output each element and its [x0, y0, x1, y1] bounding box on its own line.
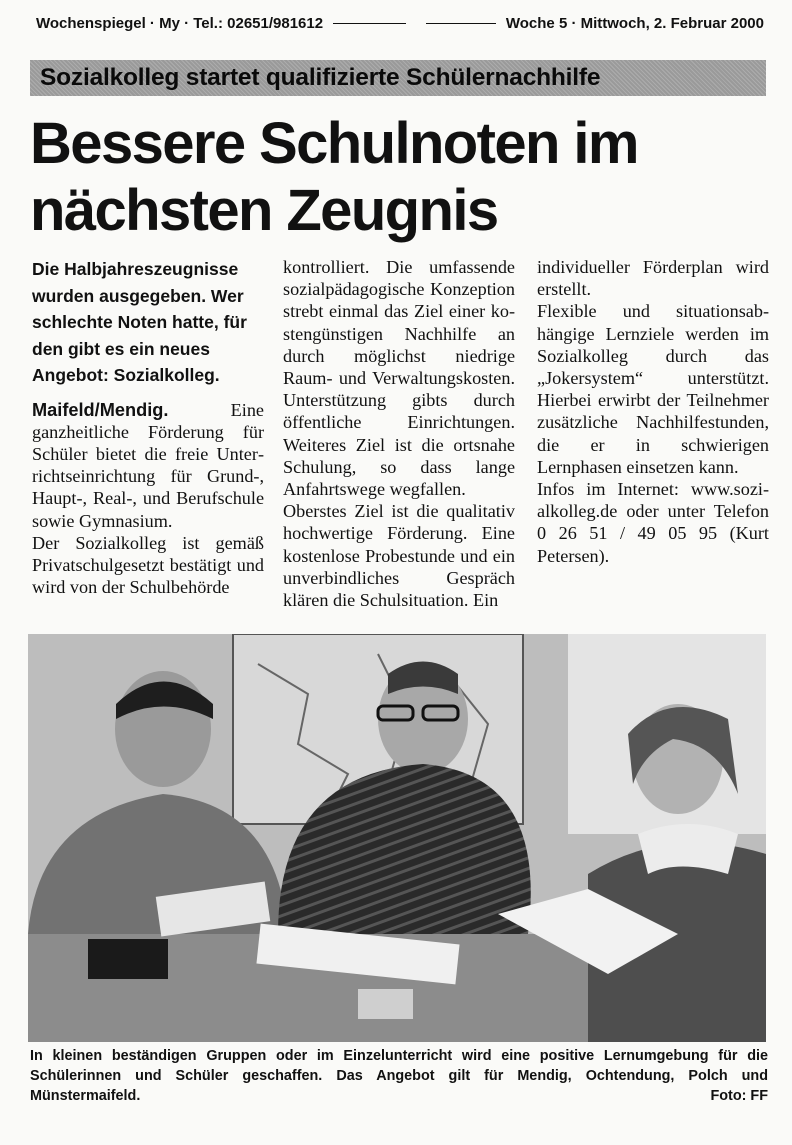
body-paragraph-2: Der Sozialkolleg ist gemäß Privatschulgesetzt bestätigt und wird von der Schulbehörde	[32, 532, 264, 598]
photo-credit: Foto: FF	[710, 1088, 768, 1104]
masthead-rule	[426, 23, 496, 24]
article-photo	[28, 634, 766, 1042]
masthead	[36, 12, 764, 34]
photo-illustration	[28, 634, 766, 1042]
masthead-rule	[333, 23, 406, 24]
article-column-1	[32, 256, 264, 598]
photo-caption	[30, 1046, 768, 1106]
article-column-3	[537, 256, 769, 567]
lead-paragraph: Die Halbjahreszeugnisse wurden ausgegeben. Wer schlechte Noten hatte, für den gibt es ein neues Angebot: Sozialkolleg.	[32, 259, 247, 385]
body-paragraph-5: Infos im Internet: www.sozialkolleg.de oder unter Telefon 0 26 51 / 49 05 95 (Kurt Petersen).	[537, 479, 770, 566]
calculator	[358, 989, 413, 1019]
masthead-publication: Wochenspiegel · My · Tel.: 02651/981612	[36, 14, 324, 32]
body-paragraph-1: Maifeld/Mendig. Eine ganzheitliche Förderung für Schüler bietet die freie Unterrichtseinrichtung für Grund-, Haupt-, Real-, und Berufschule sowie Gymnasium.	[32, 399, 265, 531]
body-paragraph-2-cont: kontrolliert. Die umfassende sozialpädagogische Konzeption strebt einmal das Ziel einer kostengünstigen Nachhilfe an durch möglichst niedrige Raum- und Verwaltungskosten. Unterstützung gibts durch öffentliche Einrichtungen. Weiteres Ziel ist die ortsnahe Schulung, so dass lange Anfahrtswege wegfallen.	[283, 257, 516, 500]
headline-line-2: nächsten Zeugnis	[30, 178, 498, 243]
masthead-date: Woche 5 · Mittwoch, 2. Februar 2000	[505, 14, 764, 32]
tape-dispenser	[88, 939, 168, 979]
body-paragraph-4: Flexible und situationsabhängige Lernziele werden im Sozialkolleg durch das „Jokersystem“ unterstützt. Hierbei erwirbt der Teilnehmer zusätzliche Nachhilfestunden, die er in schwierigen Lernphasen einsetzen kann.	[537, 301, 770, 477]
body-paragraph-3: Oberstes Ziel ist die qualitativ hochwertige Förderung. Eine kostenlose Probestunde und ein unverbindliches Gespräch klären die Schulsituation. Ein	[283, 501, 516, 611]
body-paragraph-3-cont: individueller Förderplan wird erstellt.	[537, 257, 769, 300]
kicker-bar: Sozialkolleg startet qualifizierte Schülernachhilfe	[30, 60, 766, 96]
article-column-2	[283, 256, 515, 611]
caption-text: In kleinen beständigen Gruppen oder im Einzelunterricht wird eine positive Lernumgebung für die Schülerinnen und Schüler geschaffen. Das Angebot gilt für Mendig, Ochtendung, Polch und Münstermaifeld.	[30, 1048, 768, 1104]
headline	[30, 110, 770, 244]
headline-line-1: Bessere Schulnoten im	[30, 111, 638, 176]
